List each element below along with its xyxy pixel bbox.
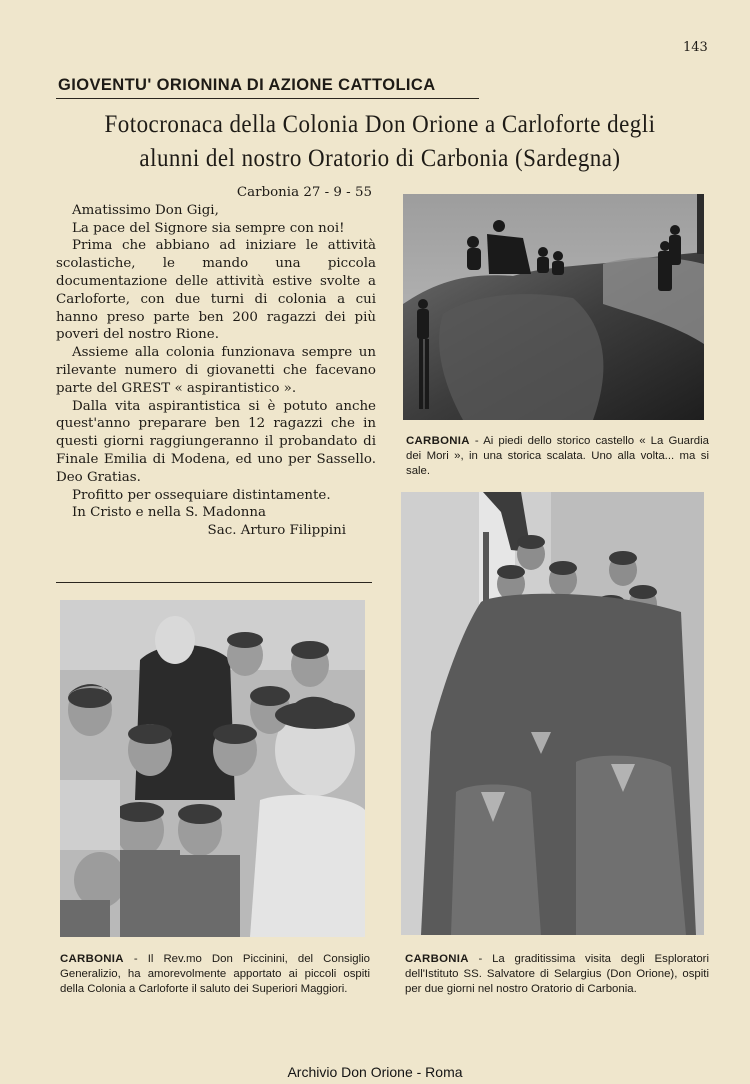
letter-body	[56, 184, 376, 540]
letter-paragraph: Profitto per ossequiare distintamente.	[72, 487, 331, 503]
caption-place: CARBONIA	[406, 435, 470, 447]
column-divider	[56, 582, 372, 583]
photo-don-piccinini	[60, 600, 365, 937]
page-number: 143	[683, 40, 708, 55]
photo-scouts-group	[401, 492, 704, 935]
caption-text: - La graditissima visita degli Esploratori dell'Istituto SS. Salvatore di Selargius (Don Orione), ospiti per due giorni nel nostro Oratorio di Carbonia.	[405, 953, 709, 995]
letter-signature: Sac. Arturo Filippini	[207, 523, 346, 539]
caption-text: - Ai piedi dello storico castello « La Guardia dei Mori », in una storica scalata. Uno alla volta... ma si sale.	[406, 435, 709, 477]
letter-paragraph: Assieme alla colonia funzionava sempre un rilevante numero di giovanetti che facevano parte del GREST « aspirantistico ».	[56, 345, 376, 396]
caption-scouts-group	[405, 952, 709, 997]
section-heading: GIOVENTU' ORIONINA DI AZIONE CATTOLICA	[58, 76, 436, 94]
caption-rock-climb	[406, 434, 709, 479]
photo-rock-climb	[403, 194, 704, 420]
letter-paragraph: In Cristo e nella S. Madonna	[72, 505, 266, 521]
article-title	[86, 108, 675, 176]
letter-paragraph: Dalla vita aspirantistica si è potuto anche quest'anno preparare ben 12 ragazzi che in questi giorni raggiungeranno il probandato di Finale Emilia di Modena, ed uno per Sassello. Deo Gratias.	[56, 398, 376, 485]
caption-place: CARBONIA	[60, 953, 124, 965]
letter-salutation: Amatissimo Don Gigi,	[72, 202, 219, 218]
caption-text: - Il Rev.mo Don Piccinini, del Consiglio Generalizio, ha amorevolmente apportato ai piccoli ospiti della Colonia a Carloforte il saluto dei Superiori Maggiori.	[60, 953, 370, 995]
caption-place: CARBONIA	[405, 953, 469, 965]
archive-footer: Archivio Don Orione - Roma	[287, 1064, 463, 1080]
letter-paragraph: Prima che abbiano ad iniziare le attività scolastiche, le mando una piccola documentazione delle attività estive svolte a Carloforte, con due turni di colonia a cui hanno preso parte ben 200 ragazzi dei più poveri del nostro Rione.	[56, 238, 376, 343]
caption-don-piccinini	[60, 952, 370, 997]
heading-underline	[56, 98, 479, 99]
letter-paragraph: La pace del Signore sia sempre con noi!	[72, 220, 345, 236]
title-line-1: Fotocronaca della Colonia Don Orione a Carloforte degli	[104, 111, 656, 138]
letter-date: Carbonia 27 - 9 - 55	[236, 185, 372, 200]
title-line-2: alunni del nostro Oratorio di Carbonia (Sardegna)	[139, 145, 621, 172]
